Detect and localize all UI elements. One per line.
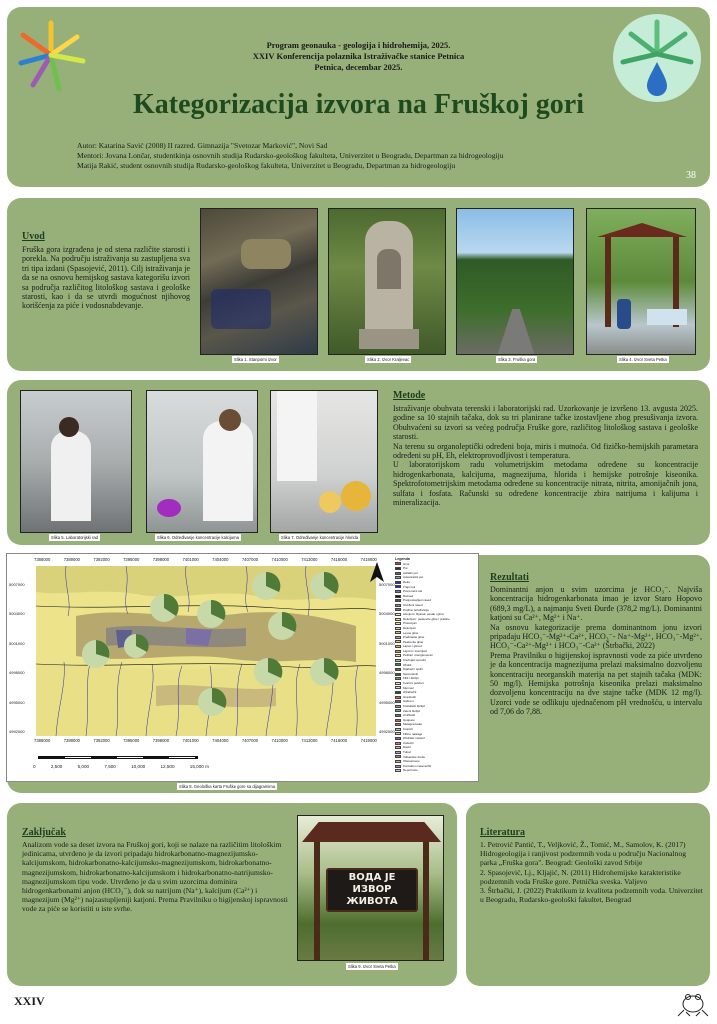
map-y-tick: 4992000 [379, 728, 395, 734]
legend-title: Legenda [395, 557, 410, 561]
legend-swatch [395, 654, 401, 657]
map-x-tick: 7398000 [152, 557, 170, 562]
map-x-ticks-bottom [34, 738, 377, 746]
legend-swatch [395, 659, 401, 662]
legend-swatch [395, 567, 401, 570]
legend-label: Filiti i škriljci [403, 676, 419, 681]
map-x-tick: 7404000 [212, 738, 229, 743]
map-y-tick: 5004000 [379, 611, 395, 617]
legend-swatch [395, 562, 401, 565]
scale-label: 15,000 m [189, 764, 209, 769]
legend-swatch [395, 691, 401, 694]
program-line: Program geonauka - geologija i hidrohemija, 2025. [266, 40, 451, 50]
legend-label: Amfiboliti [403, 713, 416, 718]
uvod-text: Fruška gora izgrađena je od stena različite starosti i porekla. Na području istraživanja su zastupljena sva tri tipa izdani (Spasojević, 2011). Cilj istraživanja je da se na osnovu hemijskog sastava kategorišu izvori sa područja različitog litološkog sastava i geološke starosti, kao i da se utvrdi mogućnost njihovog korišćenja za piće i vodosnabdevanje. [22, 245, 190, 311]
legend-swatch [395, 714, 401, 717]
photo-kalcijum [146, 390, 258, 533]
legend-swatch [395, 636, 401, 639]
map-x-tick: 7407000 [241, 738, 259, 743]
photo-sign-sveta-petka [297, 815, 444, 961]
legend-swatch [395, 728, 401, 731]
legend-swatch [395, 640, 401, 643]
water-drop-logo [611, 12, 703, 104]
map-x-tick: 7404000 [212, 557, 229, 562]
legend-swatch [395, 631, 401, 634]
caption-slika-7: Slika 7. Određivanje koncentracije hlorida [281, 535, 359, 540]
legend-swatch [395, 755, 401, 758]
legend-label: Ofiolitski melanž [403, 736, 425, 741]
map-x-tick: 7389000 [63, 738, 80, 743]
legend-swatch [395, 663, 401, 666]
map-x-tick: 7398000 [152, 738, 170, 743]
legend-swatch [395, 581, 401, 584]
metode-p1: Istraživanje obuhvata terenski i laboratorijski rad. Uzorkovanje je izvršeno 13. avgusta 2025. godine sa 10 stajnih tačaka, dok su tri planirane tačke izostavljene zbog presušivanja izvora. Obuhvaćeni su izvori sa većeg područja Fruške gore, različitog litološkog sastava i geološke starosti. [393, 404, 698, 442]
literatura-list [480, 840, 704, 904]
header-panel [7, 7, 710, 187]
rezultati-text [490, 585, 702, 717]
legend-label: Kristalasti škriljci [403, 704, 426, 708]
map-x-tick: 7413000 [301, 738, 318, 743]
legend-label: Krečnjaci sprudni [403, 658, 427, 663]
legend-swatch [395, 585, 401, 588]
map-x-tick: 7410000 [271, 738, 288, 743]
legend-label: Lesne gline [403, 630, 419, 635]
legend-swatch [395, 742, 401, 745]
metode-p2: Na terenu su organoleptički određeni boja, miris i mutnoća. Od fizičko-hemijskih parametara određeni su pH, Eh, elektroprovodljivost i temperatura. [393, 441, 698, 461]
legend-label: Peščari i konglomerati [403, 653, 433, 658]
legend-swatch [395, 572, 401, 575]
legend-swatch [395, 613, 401, 616]
legend-swatch [395, 677, 401, 680]
petnica-logo [13, 15, 93, 95]
legend-swatch [395, 599, 401, 602]
map-y-tick: 5001000 [9, 640, 25, 646]
legend-label: Serpentiniti [403, 671, 419, 676]
caption-slika-5: Slika 5. Laboratorijski rad [51, 535, 99, 540]
photo-izvor-kraljevac [328, 208, 446, 355]
place-date-line: Petnica, decembar 2025. [314, 62, 403, 72]
legend-label: Vulkanske breče [403, 754, 426, 759]
legend-label: Tufovi [403, 749, 412, 754]
literatura-item: 1. Petrović Pantić, T., Veljković, Ž., Tomić, M., Samolov, K. (2017) Hidrogeologija i ranjivost podzemnih voda u području Nacionalnog parka „Fruška gora". Beograd: Geološki zavod Srbije [480, 840, 687, 868]
legend-swatch [395, 595, 401, 598]
legend-swatch [395, 645, 401, 648]
legend-label: Utvrđeni rased [403, 602, 423, 607]
zakljucak-text: Analizom vode sa deset izvora na Fruškoj gori, koji se nalaze na različitim litološkim jedinicama, utvrđeno je da izvori pripadaju hidrokarbonatno-magnezijumsko-kalcijumskom, hidrokarbonatno-kalcijumsko-magnezijumskom, hidrokarbonatno-magnezijumskom, hidrokarbonatno-kalcijumskom i hidrokarbonatno-natrijumsko-magnezijumskom tipu vode. Utvrđeno je da u svim uzorcima dominira hidrogenkarbonatni anjon (HCO₃⁻), dok su natrijum (Na⁺), kalcijum (Ca²⁺) i magnezijum (Mg²⁺) najzastupljeniji katjoni. Prema Pravilniku o higijenskoj ispravnosti vode za piće se koristiti u iste svrhe. [22, 840, 288, 914]
legend-swatch [395, 604, 401, 607]
uvod-heading: Uvod [22, 231, 45, 242]
author-line: Autor: Katarina Savić (2008) II razred. Gimnazija "Svetozar Marković", Novi Sad [77, 141, 328, 150]
legend-swatch [395, 709, 401, 712]
rezultati-p2: Na osnovu kategorizacije prema dominantnom jonu izvori pripadaju HCO₃⁻-Mg²⁺-Ca²⁺, HCO₃⁻- Na⁺-Mg²⁺, HCO₃⁻-Mg²⁺, HCO₃⁻-Ca²⁺-Mg²⁺ i HCO₃⁻-Ca²⁺ (Štrbački, 2022) [490, 622, 702, 651]
legend-label: Lapori i glinovi [403, 644, 423, 649]
map-x-ticks [34, 557, 377, 565]
legend-label: Reke [403, 579, 411, 584]
map-y-tick: 5001000 [379, 640, 395, 646]
metode-p3: U laboratorijskom radu volumetrijskim metodama određene su koncentracije hidrogenkarbonata, kalcijuma, magnezijuma, hlorida i hemijske potrošnje kiseonika. Spektrofotometrijskim metodama određene su koncentracije nitrata, nitrita, amonijačnih jona, sulfata i fosfata. Računski su određene koncentracije zbira natrijuma i kalijuma i mineralizacija. [393, 460, 698, 508]
legend-label: Trajni tok [403, 584, 416, 589]
photo-fruska-gora [456, 208, 574, 355]
footer-roman: XXIV [14, 994, 45, 1008]
legend-label: Flišne naslage [403, 731, 423, 736]
map-y-tick: 4995000 [379, 699, 395, 705]
conference-line: XXIV Konferencija polaznika Istraživačke stanice Petnica [252, 51, 465, 61]
geological-map [6, 553, 479, 782]
mentor-line-2: Matija Rakić, student osnovnih studija Rudarsko-geološkog fakulteta, Univerzitet u Beogradu, Departman za hidrogeologiju [77, 161, 456, 170]
rezultati-p1: Dominantni anjon u svim uzorcima je HCO₃⁻. Najviša koncentracija hidrogenkarbonata imao je izvor Staro Hopovo (689,3 mg/L), a najmanju Sveti Đurđe (378,2 mg/L). Dominantni katjoni su Ca²⁺, Mg²⁺ i Na⁺. [490, 585, 702, 623]
legend-swatch [395, 696, 401, 699]
legend-swatch [395, 719, 401, 722]
legend-label: Metagrauvake [403, 722, 423, 727]
legend-label: Asfaltni put [403, 570, 418, 575]
legend-label: Olistostrome [403, 759, 420, 764]
map-x-tick: 7395000 [123, 557, 140, 562]
legend-swatch [395, 627, 401, 630]
legend-swatch [395, 576, 401, 579]
legend-label: Zeleni škriljci [403, 708, 421, 713]
legend-label: Aluvijum: šljunak, pesak i glina [403, 612, 444, 617]
literatura-panel [466, 803, 710, 986]
map-x-tick: 7416000 [330, 738, 348, 743]
legend-label: Ultrabaziti [403, 690, 417, 695]
legend-label: Autostradni put [403, 575, 424, 580]
rezultati-heading: Rezultati [490, 572, 529, 583]
caption-slika-1: Slika 1. Stanporni izvor [234, 357, 277, 362]
legend-label: Povremeni tok [403, 589, 423, 594]
legend-label: Granitoidi [403, 694, 416, 699]
literatura-heading: Literatura [480, 827, 525, 838]
north-arrow-icon [370, 562, 384, 584]
legend-swatch [395, 769, 401, 772]
map-x-tick: 7386000 [34, 738, 51, 743]
legend-swatch [395, 650, 401, 653]
photo-stanporni-izvor [200, 208, 318, 355]
uvod-panel [7, 198, 710, 371]
zakljucak-panel [7, 803, 457, 986]
photo-izvor-sveta-petka [586, 208, 696, 355]
legend-swatch [395, 686, 401, 689]
scale-labels [33, 764, 209, 769]
legend-swatch [395, 746, 401, 749]
map-y-ticks [9, 582, 31, 734]
map-y-tick: 4998000 [9, 670, 25, 676]
literatura-item: 2. Spasojević, Lj., Kljajić, N. (2011) Hidrohemijske karakteristike podzemnih voda Fruške gore. Petnička sveska. Valjevo [480, 867, 681, 886]
metode-text [393, 404, 698, 507]
caption-slika-9: Slika 9. Izvor Sveta Petka [348, 964, 396, 969]
map-x-tick: 7410000 [271, 557, 288, 562]
literatura-item: 3. Štrbački, J. (2022) Praktikum iz kvaliteta podzemnih voda. Univerzitet u Beogradu, Rudarsko-geološki fakultet, Beograd [480, 886, 703, 905]
map-y-tick: 4995000 [9, 699, 25, 705]
legend-label: Kvarciti [403, 726, 413, 731]
zakljucak-heading: Zaključak [22, 827, 66, 838]
legend-label: Razsed [403, 593, 414, 598]
scale-label: 0 [33, 764, 36, 769]
legend-label: Andeziti [403, 740, 414, 745]
caption-slika-6: Slika 6. Određivanje koncentracije kalcijuma [157, 535, 239, 540]
legend-label: Dijabazi i spiliti [403, 667, 423, 672]
rezultati-p3: Prema Pravilniku o higijenskoj ispravnosti vode za piće utvrđeno je da koncentracija magnezijuma prelazi maksimalno dozvoljenu koncentraciju neorganskih materija na pet stajnih tačaka (MDK: 50 mg/l). Hemijska potrošnja kiseonika prelazi maksimalno dozvoljenu koncentraciju na dve stajne tačke (MDK 12 mg/l). Uzorci vode se odlikuju ujednačenom pH vrednošću, u intervalu od 7,06 do 7,88. [490, 650, 702, 717]
legend-label: Deluvijum [403, 625, 417, 630]
caption-slika-4: Slika 4. Izvor Sveta Petka [619, 357, 667, 362]
map-body [36, 566, 376, 736]
page-title: Kategorizacija izvora na Fruškoj gori [132, 89, 584, 120]
legend-label: Proluvijum [403, 621, 418, 626]
legend-label: Pretpostavljeni rased [403, 598, 432, 603]
map-x-tick: 7419000 [360, 557, 377, 562]
legend-swatch [395, 682, 401, 685]
legend-swatch [395, 622, 401, 625]
legend-swatch [395, 673, 401, 676]
caption-slika-2: Slika 2. Izvor Kraljevac [367, 357, 410, 362]
scale-label: 7,500 [104, 764, 116, 769]
sign-text: ВОДА ЈЕ ИЗВОР ЖИВОТА [346, 872, 398, 907]
legend-label: Profilno istraživanje [403, 607, 430, 612]
legend-label: Put [403, 566, 408, 571]
legend-swatch [395, 737, 401, 740]
map-y-tick: 5004000 [9, 611, 25, 617]
legend-label: Ofioliti [403, 662, 412, 667]
photo-laboratorijski-rad [20, 390, 132, 533]
map-x-tick: 7392000 [93, 738, 110, 743]
map-x-tick: 7389000 [63, 557, 80, 562]
metode-panel [7, 380, 710, 545]
legend-label: Gabrovi [403, 699, 414, 704]
metode-heading: Metode [393, 390, 426, 401]
poster-number: 38 [686, 170, 696, 181]
caption-slika-3: Slika 3. Fruška gora [498, 357, 536, 362]
map-y-tick: 5007000 [379, 582, 395, 587]
map-x-tick: 7395000 [123, 738, 140, 743]
map-y-tick: 5007000 [9, 582, 25, 587]
legend-label: Laporci i krečnjaci [403, 648, 428, 653]
map-x-tick: 7419000 [360, 738, 377, 743]
mentor-line-1: Mentori: Jovana Lončar, studentkinja osnovnih studija Rudarsko-geološkog fakulteta, Univerzitet u Beogradu, Departman za hidrogeologiju [77, 151, 504, 160]
legend-swatch [395, 760, 401, 763]
photo-hloridi [270, 390, 378, 533]
legend-label: Prašinaste gline [403, 635, 425, 640]
map-x-tick: 7401000 [182, 557, 199, 562]
legend-label: Daciti [403, 745, 411, 750]
legend-label: Kvarcni peščari [403, 681, 424, 686]
legend-swatch [395, 705, 401, 708]
legend-swatch [395, 608, 401, 611]
scale-label: 10,000 [131, 764, 146, 769]
legend-swatch [395, 618, 401, 621]
scale-bar [38, 756, 198, 759]
legend-swatch [395, 700, 401, 703]
map-x-tick: 7386000 [34, 557, 51, 562]
map-y-tick: 4992000 [9, 728, 25, 734]
map-y-tick: 4998000 [379, 670, 395, 676]
legend-swatch [395, 732, 401, 735]
legend-label: Peskovite gline [403, 639, 424, 644]
scale-label: 2,500 [50, 764, 63, 769]
map-x-tick: 7401000 [182, 738, 199, 743]
legend-item [395, 768, 479, 773]
frog-sketch-icon [676, 990, 710, 1018]
legend-label: Mermeri [403, 685, 414, 690]
legend-label: Deluvijum: peskovite gline i prašine [403, 616, 450, 621]
legend-swatch [395, 590, 401, 593]
legend-swatch [395, 723, 401, 726]
legend-label: Gnajsevi [403, 717, 415, 722]
legend-label: Izvor [403, 561, 410, 566]
map-legend [395, 557, 479, 781]
scale-label: 12,500 [160, 764, 175, 769]
scale-label: 5,000 [77, 764, 90, 769]
caption-slika-8: Slika 8. Geološka karta Fruške gore sa dijagramima [179, 784, 276, 789]
map-x-tick: 7413000 [301, 557, 318, 562]
legend-swatch [395, 765, 401, 768]
legend-list [395, 562, 479, 773]
legend-label: Kontaktni metamorfiti [403, 763, 432, 768]
map-x-tick: 7392000 [93, 557, 110, 562]
sign-board [326, 868, 418, 912]
legend-swatch [395, 751, 401, 754]
rezultati-panel [7, 555, 710, 793]
legend-swatch [395, 668, 401, 671]
legend-label: Nepoznato [403, 768, 418, 773]
map-x-tick: 7407000 [241, 557, 259, 562]
map-x-tick: 7416000 [330, 557, 348, 562]
